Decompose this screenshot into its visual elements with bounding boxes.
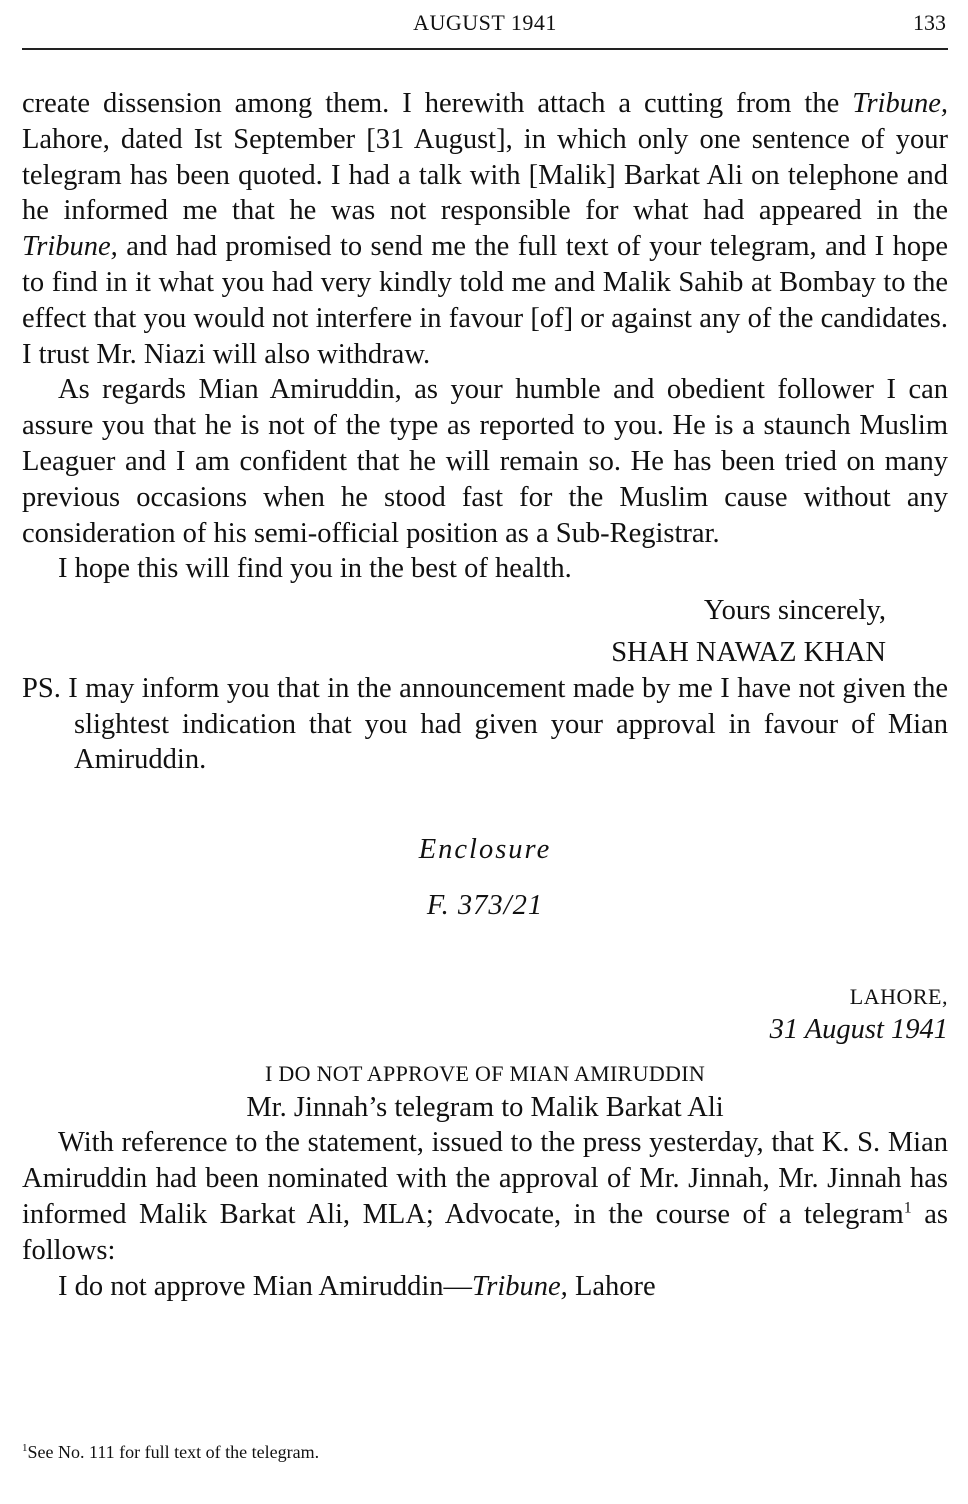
page-body bbox=[22, 86, 948, 1304]
article-p2-text-b: Lahore bbox=[567, 1270, 656, 1302]
p1-text-a: create dissension among them. I herewith attach a cutting from the bbox=[22, 88, 853, 119]
p1-text-b: Lahore, dated Ist September [31 August], in which only one sentence of your telegram has been quoted. I had a talk with [Malik] Barkat Ali on telephone and he informed me that he was not responsible for what had appeared in the bbox=[22, 123, 948, 227]
enclosure-label: Enclosure bbox=[418, 834, 552, 866]
p1-text-c: and had promised to send me the full text of your telegram, and I hope to find in it what you had very kindly told me and Malik Sahib at Bombay to the effect that you would not interfere in favour [of] or against any of the candidates. I trust Mr. Niazi will also withdraw. bbox=[22, 231, 948, 370]
article-headline: I DO NOT APPROVE OF MIAN AMIRUDDIN bbox=[264, 1060, 706, 1086]
article-subhead: Mr. Jinnah’s telegram to Malik Barkat Ali bbox=[246, 1091, 724, 1123]
file-reference: F. 373/21 bbox=[426, 889, 544, 921]
tribune-title: Tribune, bbox=[22, 231, 118, 263]
article-paragraph-2 bbox=[22, 1269, 948, 1305]
letter-paragraph-3: I hope this will find you in the best of health. bbox=[58, 553, 572, 585]
letter-paragraph-2: As regards Mian Amiruddin, as your humble and obedient follower I can assure you that he is not of the type as reported to you. He is a staunch Muslim Leaguer and I am confident that he will remain so. He has been tried on many previous occasions when he stood fast for the Muslim cause without any consideration of his semi-official position as a Sub-Registrar. bbox=[22, 374, 948, 549]
letter-signer: SHAH NAWAZ KHAN bbox=[611, 636, 886, 668]
dateline-date: 31 August 1941 bbox=[769, 1013, 948, 1045]
postscript: PS. I may inform you that in the announcement made by me I have not given the slightest indication that you had given your approval in favour of Mian Amiruddin. bbox=[22, 672, 948, 776]
tribune-title: Tribune, bbox=[472, 1270, 568, 1302]
article-p1-text-a: With reference to the statement, issued to the press yesterday, that K. S. Mian Amiruddin had been nominated with the approval of Mr. Jinnah, Mr. Jinnah has informed Malik Barkat Ali, MLA; Advocate, in the course of a telegram bbox=[22, 1127, 948, 1230]
article-p2-text-a: I do not approve Mian Amiruddin— bbox=[58, 1270, 472, 1302]
page-number: 133 bbox=[913, 10, 946, 35]
running-title: AUGUST 1941 bbox=[413, 10, 557, 35]
footnote-reference: 1 bbox=[903, 1199, 912, 1217]
footnote bbox=[22, 1436, 319, 1464]
letter-closing: Yours sincerely, bbox=[703, 595, 886, 627]
letter-paragraph-1 bbox=[22, 86, 948, 372]
footnote-marker: 1 bbox=[22, 1442, 28, 1454]
article-paragraph-1 bbox=[22, 1125, 948, 1268]
footnote-text: See No. 111 for full text of the telegram. bbox=[27, 1442, 320, 1462]
page-header bbox=[22, 6, 948, 50]
article-p1-text-b: as follows: bbox=[22, 1198, 949, 1266]
dateline-place: LAHORE, bbox=[849, 983, 948, 1009]
tribune-title: Tribune, bbox=[852, 88, 948, 119]
